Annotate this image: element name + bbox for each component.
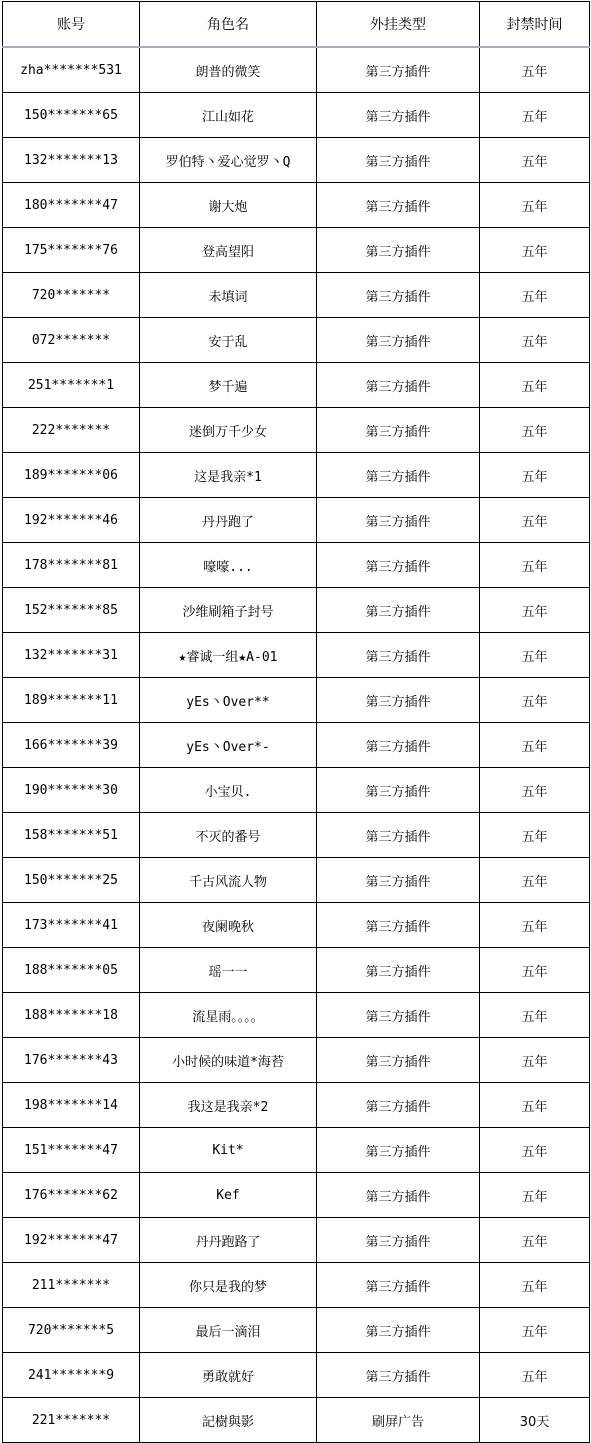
cell-account: 189*******11 [3, 678, 140, 723]
table-row [3, 138, 590, 183]
cell-account: 176*******43 [3, 1038, 140, 1083]
table-header [3, 2, 590, 48]
cell-cheat-type: 第三方插件 [317, 813, 480, 858]
table-row [3, 768, 590, 813]
cell-cheat-type: 第三方插件 [317, 1128, 480, 1173]
cell-role-name: 夜阑晚秋 [140, 903, 317, 948]
table-row [3, 318, 590, 363]
table-row [3, 543, 590, 588]
ban-list-table [2, 1, 590, 1443]
cell-role-name: 丹丹跑了 [140, 498, 317, 543]
cell-ban-duration: 五年 [480, 228, 590, 273]
cell-ban-duration: 五年 [480, 363, 590, 408]
cell-account: 151*******47 [3, 1128, 140, 1173]
cell-ban-duration: 30天 [480, 1398, 590, 1443]
cell-role-name: 沙维刷箱子封号 [140, 588, 317, 633]
table-row [3, 948, 590, 993]
cell-cheat-type: 第三方插件 [317, 1353, 480, 1398]
cell-cheat-type: 第三方插件 [317, 948, 480, 993]
cell-role-name: yEs丶Over*- [140, 723, 317, 768]
table-row [3, 1038, 590, 1083]
table-row [3, 363, 590, 408]
cell-cheat-type: 第三方插件 [317, 858, 480, 903]
cell-role-name: 安于乱 [140, 318, 317, 363]
cell-account: 175*******76 [3, 228, 140, 273]
table-row [3, 498, 590, 543]
cell-cheat-type: 第三方插件 [317, 633, 480, 678]
table-row [3, 453, 590, 498]
table-row [3, 678, 590, 723]
cell-ban-duration: 五年 [480, 1083, 590, 1128]
cell-account: 221******* [3, 1398, 140, 1443]
cell-ban-duration: 五年 [480, 1308, 590, 1353]
cell-cheat-type: 第三方插件 [317, 1083, 480, 1128]
cell-cheat-type: 第三方插件 [317, 1218, 480, 1263]
table-row [3, 1128, 590, 1173]
table-body [3, 47, 590, 1443]
cell-role-name: 小时候的味道*海苔 [140, 1038, 317, 1083]
table-row [3, 1083, 590, 1128]
cell-ban-duration: 五年 [480, 588, 590, 633]
cell-account: 192*******47 [3, 1218, 140, 1263]
header-role-name: 角色名 [140, 2, 317, 48]
table-row [3, 903, 590, 948]
cell-cheat-type: 第三方插件 [317, 47, 480, 93]
cell-ban-duration: 五年 [480, 543, 590, 588]
cell-account: 190*******30 [3, 768, 140, 813]
cell-cheat-type: 第三方插件 [317, 498, 480, 543]
cell-role-name: 迷倒万千少女 [140, 408, 317, 453]
cell-ban-duration: 五年 [480, 768, 590, 813]
cell-ban-duration: 五年 [480, 183, 590, 228]
cell-account: 222******* [3, 408, 140, 453]
cell-ban-duration: 五年 [480, 453, 590, 498]
table-row [3, 273, 590, 318]
cell-cheat-type: 第三方插件 [317, 363, 480, 408]
cell-ban-duration: 五年 [480, 813, 590, 858]
cell-role-name: 登高望阳 [140, 228, 317, 273]
cell-account: zha*******531 [3, 47, 140, 93]
cell-role-name: 我这是我亲*2 [140, 1083, 317, 1128]
cell-account: 189*******06 [3, 453, 140, 498]
cell-account: 178*******81 [3, 543, 140, 588]
cell-ban-duration: 五年 [480, 903, 590, 948]
table-row [3, 1398, 590, 1443]
cell-ban-duration: 五年 [480, 948, 590, 993]
cell-account: 241*******9 [3, 1353, 140, 1398]
cell-cheat-type: 第三方插件 [317, 993, 480, 1038]
cell-ban-duration: 五年 [480, 723, 590, 768]
cell-cheat-type: 第三方插件 [317, 183, 480, 228]
table-row [3, 93, 590, 138]
cell-role-name: 这是我亲*1 [140, 453, 317, 498]
header-cheat-type: 外挂类型 [317, 2, 480, 48]
cell-role-name: 小宝贝. [140, 768, 317, 813]
cell-cheat-type: 第三方插件 [317, 273, 480, 318]
cell-role-name: 你只是我的梦 [140, 1263, 317, 1308]
cell-account: 150*******25 [3, 858, 140, 903]
cell-role-name: 嚎嚎... [140, 543, 317, 588]
table-row [3, 228, 590, 273]
cell-ban-duration: 五年 [480, 1353, 590, 1398]
cell-ban-duration: 五年 [480, 1218, 590, 1263]
cell-cheat-type: 第三方插件 [317, 543, 480, 588]
cell-account: 176*******62 [3, 1173, 140, 1218]
cell-cheat-type: 第三方插件 [317, 1038, 480, 1083]
cell-cheat-type: 第三方插件 [317, 228, 480, 273]
table-row [3, 1263, 590, 1308]
cell-role-name: 勇敢就好 [140, 1353, 317, 1398]
cell-account: 173*******41 [3, 903, 140, 948]
cell-account: 072******* [3, 318, 140, 363]
cell-role-name: 最后一滴泪 [140, 1308, 317, 1353]
cell-ban-duration: 五年 [480, 318, 590, 363]
cell-role-name: Kef [140, 1173, 317, 1218]
cell-role-name: 朗普的微笑 [140, 47, 317, 93]
cell-ban-duration: 五年 [480, 47, 590, 93]
cell-role-name: 丹丹跑路了 [140, 1218, 317, 1263]
cell-role-name: 未填词 [140, 273, 317, 318]
cell-cheat-type: 第三方插件 [317, 1308, 480, 1353]
cell-ban-duration: 五年 [480, 498, 590, 543]
cell-account: 211******* [3, 1263, 140, 1308]
cell-ban-duration: 五年 [480, 1128, 590, 1173]
cell-role-name: 流星雨。。。。 [140, 993, 317, 1038]
cell-ban-duration: 五年 [480, 138, 590, 183]
cell-account: 251*******1 [3, 363, 140, 408]
cell-role-name: 谢大炮 [140, 183, 317, 228]
cell-cheat-type: 第三方插件 [317, 768, 480, 813]
table-row [3, 858, 590, 903]
cell-account: 188*******05 [3, 948, 140, 993]
table-row [3, 1353, 590, 1398]
cell-account: 720*******5 [3, 1308, 140, 1353]
table-row [3, 813, 590, 858]
table-row [3, 183, 590, 228]
cell-ban-duration: 五年 [480, 633, 590, 678]
cell-account: 132*******31 [3, 633, 140, 678]
cell-role-name: 瑶一一 [140, 948, 317, 993]
table-row [3, 633, 590, 678]
cell-role-name: 不灭的番号 [140, 813, 317, 858]
cell-ban-duration: 五年 [480, 1263, 590, 1308]
table-row [3, 408, 590, 453]
cell-account: 132*******13 [3, 138, 140, 183]
cell-ban-duration: 五年 [480, 993, 590, 1038]
table-row [3, 47, 590, 93]
table-row [3, 1308, 590, 1353]
cell-ban-duration: 五年 [480, 93, 590, 138]
table-row [3, 1218, 590, 1263]
table-row [3, 723, 590, 768]
cell-account: 158*******51 [3, 813, 140, 858]
cell-cheat-type: 第三方插件 [317, 408, 480, 453]
cell-cheat-type: 第三方插件 [317, 588, 480, 633]
header-account: 账号 [3, 2, 140, 48]
cell-role-name: 記樹與影 [140, 1398, 317, 1443]
cell-account: 150*******65 [3, 93, 140, 138]
cell-role-name: yEs丶Over** [140, 678, 317, 723]
cell-ban-duration: 五年 [480, 1038, 590, 1083]
cell-role-name: Kit* [140, 1128, 317, 1173]
table-row [3, 588, 590, 633]
cell-account: 166*******39 [3, 723, 140, 768]
cell-ban-duration: 五年 [480, 273, 590, 318]
table-row [3, 1173, 590, 1218]
cell-cheat-type: 第三方插件 [317, 678, 480, 723]
cell-ban-duration: 五年 [480, 408, 590, 453]
cell-cheat-type: 第三方插件 [317, 1173, 480, 1218]
cell-cheat-type: 第三方插件 [317, 138, 480, 183]
cell-cheat-type: 第三方插件 [317, 1263, 480, 1308]
cell-account: 152*******85 [3, 588, 140, 633]
cell-role-name: ★睿诚一组★A-01 [140, 633, 317, 678]
cell-cheat-type: 第三方插件 [317, 903, 480, 948]
cell-account: 198*******14 [3, 1083, 140, 1128]
cell-role-name: 千古风流人物 [140, 858, 317, 903]
cell-account: 720******* [3, 273, 140, 318]
cell-ban-duration: 五年 [480, 678, 590, 723]
cell-cheat-type: 第三方插件 [317, 453, 480, 498]
cell-cheat-type: 第三方插件 [317, 723, 480, 768]
cell-cheat-type: 第三方插件 [317, 318, 480, 363]
cell-account: 180*******47 [3, 183, 140, 228]
cell-cheat-type: 刷屏广告 [317, 1398, 480, 1443]
cell-role-name: 江山如花 [140, 93, 317, 138]
cell-account: 192*******46 [3, 498, 140, 543]
cell-role-name: 梦千遍 [140, 363, 317, 408]
header-row [3, 2, 590, 48]
cell-account: 188*******18 [3, 993, 140, 1038]
table-row [3, 993, 590, 1038]
cell-ban-duration: 五年 [480, 1173, 590, 1218]
cell-ban-duration: 五年 [480, 858, 590, 903]
cell-role-name: 罗伯特丶爱心觉罗丶Q [140, 138, 317, 183]
cell-cheat-type: 第三方插件 [317, 93, 480, 138]
header-ban-duration: 封禁时间 [480, 2, 590, 48]
